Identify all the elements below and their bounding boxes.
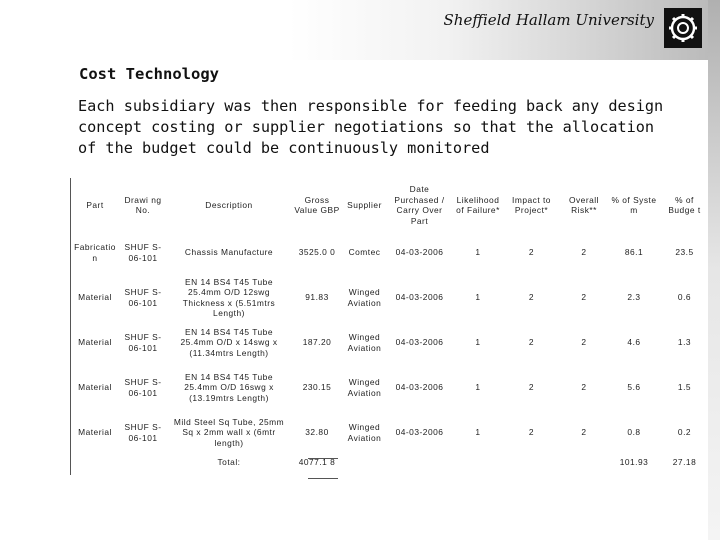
cell-date: 04-03-2006 xyxy=(395,427,444,438)
table-row xyxy=(70,410,710,455)
header-band xyxy=(0,0,720,60)
header-pct-system: % of Syste m xyxy=(611,194,657,215)
cell-supplier: Winged Aviation xyxy=(347,332,382,353)
cell-pct-budget: 1.3 xyxy=(677,337,692,348)
cell-description: EN 14 BS4 T45 Tube 25.4mm O/D x 14swg x (11.34mtrs Length) xyxy=(180,326,278,358)
cell-part: Fabricatio n xyxy=(74,242,116,263)
cell-description: Chassis Manufacture xyxy=(184,247,274,258)
table-row xyxy=(70,275,710,320)
header-impact: Impact to Project* xyxy=(512,194,551,215)
total-gross-value: 4077.1 8 xyxy=(298,457,336,467)
cell-description: EN 14 BS4 T45 Tube 25.4mm O/D 12swg Thickness x (5.51mtrs Length) xyxy=(182,276,276,318)
cell-part: Material xyxy=(78,292,112,303)
cell-pct-system: 4.6 xyxy=(627,337,641,348)
header-overall-risk: Overall Risk** xyxy=(568,194,600,215)
cell-pct-budget: 0.6 xyxy=(677,292,692,303)
cell-pct-budget: 1.5 xyxy=(677,382,692,393)
cell-drawing-no: SHUF S-06-101 xyxy=(124,287,162,308)
table-row xyxy=(70,230,710,275)
cell-likelihood: 1 xyxy=(475,382,481,393)
table-total-row xyxy=(70,455,710,487)
cost-table-area xyxy=(70,178,710,488)
cell-overall-risk: 2 xyxy=(581,337,587,348)
table-row xyxy=(70,365,710,410)
cell-impact: 2 xyxy=(528,337,535,348)
cell-likelihood: 1 xyxy=(475,247,481,258)
cell-pct-budget: 23.5 xyxy=(675,247,694,258)
cell-part: Material xyxy=(78,337,112,348)
cell-date: 04-03-2006 xyxy=(395,337,444,348)
cell-supplier: Comtec xyxy=(348,247,381,258)
table-row xyxy=(70,320,710,365)
cell-pct-budget: 0.2 xyxy=(677,427,692,438)
cell-overall-risk: 2 xyxy=(581,427,587,438)
table-header-row xyxy=(70,180,710,230)
header-gross-value: Gross Value GBP xyxy=(294,194,340,215)
university-name: Sheffield Hallam University xyxy=(443,11,654,29)
total-pct-system: 101.93 xyxy=(619,457,649,467)
cell-drawing-no: SHUF S-06-101 xyxy=(124,377,162,398)
cell-pct-system: 5.6 xyxy=(627,382,641,393)
cell-impact: 2 xyxy=(528,427,535,438)
header-drawing-no: Drawi ng No. xyxy=(124,194,162,215)
cell-description: Mild Steel Sq Tube, 25mm Sq x 2mm wall x (6mtr length) xyxy=(173,416,285,448)
header-supplier: Supplier xyxy=(347,199,382,210)
cell-supplier: Winged Aviation xyxy=(347,287,382,308)
cell-gross-value: 230.15 xyxy=(302,382,332,393)
cell-impact: 2 xyxy=(528,247,535,258)
cell-likelihood: 1 xyxy=(475,292,481,303)
cell-drawing-no: SHUF S-06-101 xyxy=(124,422,162,443)
total-pct-budget: 27.18 xyxy=(672,457,697,467)
cell-overall-risk: 2 xyxy=(581,247,587,258)
cell-date: 04-03-2006 xyxy=(395,292,444,303)
cost-table xyxy=(70,180,710,487)
cell-date: 04-03-2006 xyxy=(395,382,444,393)
cell-gross-value: 3525.0 0 xyxy=(298,247,336,258)
cell-pct-system: 86.1 xyxy=(624,247,644,258)
cell-drawing-no: SHUF S-06-101 xyxy=(124,332,162,353)
cell-likelihood: 1 xyxy=(475,337,481,348)
cell-gross-value: 91.83 xyxy=(305,292,329,303)
cell-description: EN 14 BS4 T45 Tube 25.4mm O/D 16swg x (13.19mtrs Length) xyxy=(184,371,274,403)
cell-overall-risk: 2 xyxy=(581,382,587,393)
header-likelihood: Likelihood of Failure* xyxy=(456,194,500,215)
header-date-purchased: Date Purchased / Carry Over Part xyxy=(394,184,445,226)
total-label: Total: xyxy=(217,457,241,467)
slide-title: Cost Technology xyxy=(79,65,219,83)
cell-date: 04-03-2006 xyxy=(395,247,444,258)
header-part: Part xyxy=(86,199,104,210)
cell-pct-system: 0.8 xyxy=(627,427,641,438)
cell-impact: 2 xyxy=(528,292,535,303)
header-description: Description xyxy=(205,199,253,210)
cell-part: Material xyxy=(78,382,112,393)
cell-impact: 2 xyxy=(528,382,535,393)
cell-part: Material xyxy=(78,427,112,438)
cell-pct-system: 2.3 xyxy=(627,292,641,303)
cell-gross-value: 187.20 xyxy=(302,337,332,348)
slide-body-text: Each subsidiary was then responsible for feeding back any design concept costing or supplier negotiations so that the allocation of the budget could be continuously monitored xyxy=(78,97,664,157)
header-pct-budget: % of Budge t xyxy=(668,194,701,215)
cell-supplier: Winged Aviation xyxy=(347,422,382,443)
cell-gross-value: 32.80 xyxy=(305,427,329,438)
cell-likelihood: 1 xyxy=(475,427,481,438)
crest-icon xyxy=(664,8,702,48)
cell-supplier: Winged Aviation xyxy=(347,377,382,398)
cell-overall-risk: 2 xyxy=(581,292,587,303)
cell-drawing-no: SHUF S-06-101 xyxy=(124,242,162,263)
